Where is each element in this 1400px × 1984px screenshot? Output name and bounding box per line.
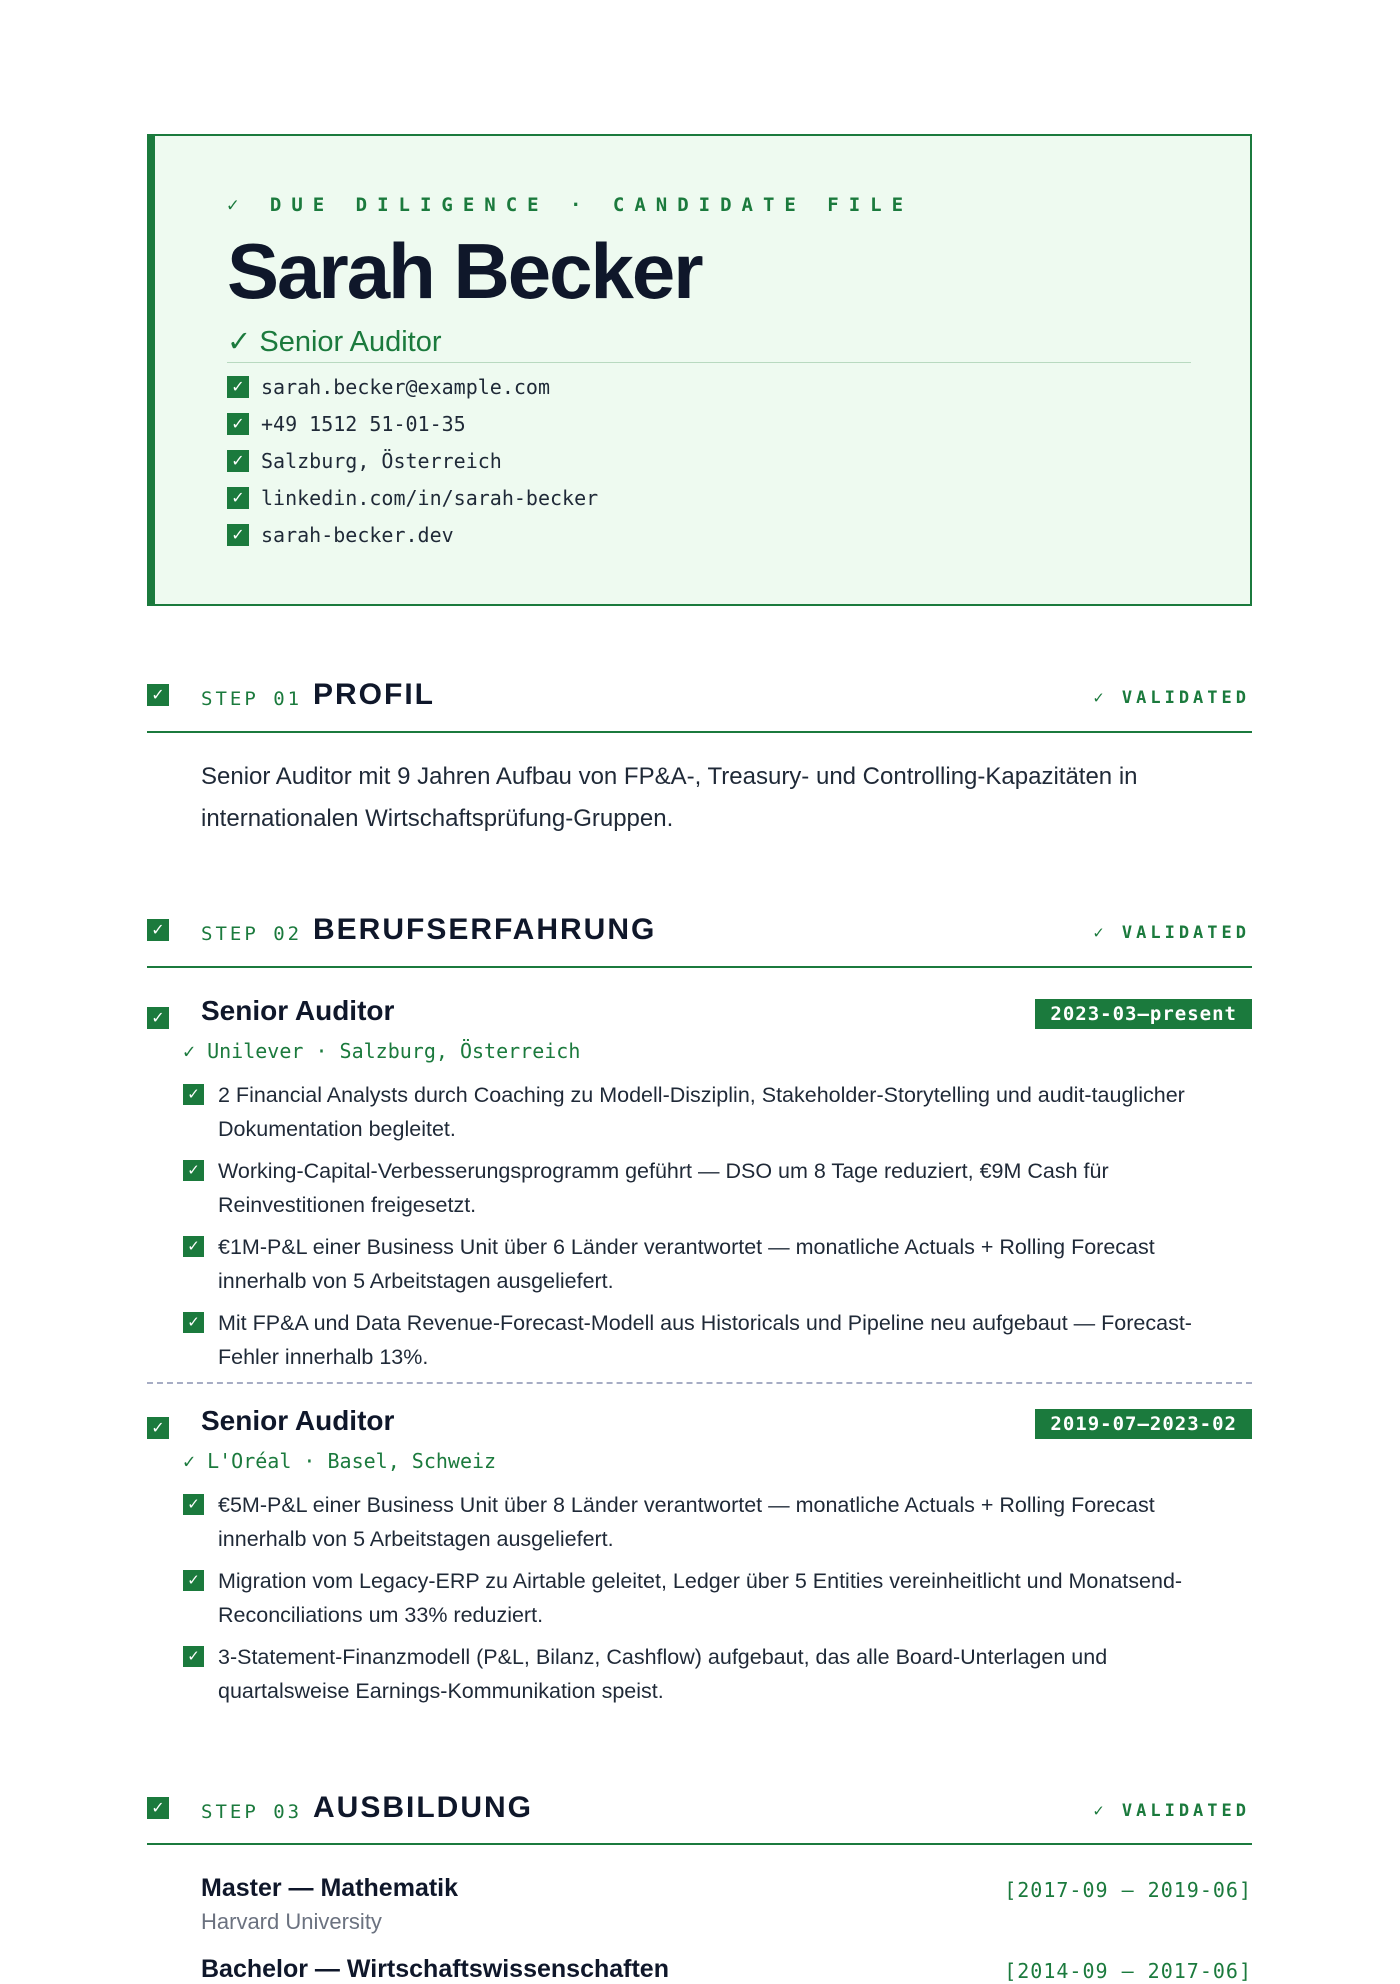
school-name: Harvard University bbox=[201, 1909, 382, 1934]
contact-linkedin-text: linkedin.com/in/sarah-becker bbox=[261, 485, 599, 510]
contact-website-text: sarah-becker.dev bbox=[261, 522, 454, 547]
job-company: ✓ L'Oréal · Basel, Schweiz bbox=[183, 1449, 497, 1473]
job-dates-badge: 2023-03—present bbox=[1035, 999, 1252, 1029]
job-title: Senior Auditor bbox=[201, 995, 395, 1026]
checkbox-icon: ✓ bbox=[147, 919, 169, 941]
bullet-text: Working-Capital-Verbesserungsprogramm geführt — DSO um 8 Tage reduziert, €9M Cash für Reinvestitionen freigesetzt. bbox=[218, 1159, 1109, 1217]
checkbox-icon: ✓ bbox=[227, 524, 249, 546]
section-rule bbox=[147, 1843, 1252, 1845]
checkbox-icon: ✓ bbox=[147, 684, 169, 706]
education-entry bbox=[201, 1874, 1252, 1935]
education-dates: [2014-09 – 2017-06] bbox=[1004, 1959, 1252, 1983]
job-bullets bbox=[183, 1488, 1243, 1716]
job-company: ✓ Unilever · Salzburg, Österreich bbox=[183, 1039, 581, 1063]
section-rule bbox=[147, 966, 1252, 968]
degree-title: Master — Mathematik bbox=[201, 1874, 459, 1902]
degree-title: Bachelor — Wirtschaftswissenschaften bbox=[201, 1955, 669, 1983]
section-header-education bbox=[147, 1788, 1252, 1828]
bullet-text: €1M-P&L einer Business Unit über 6 Länder verantwortet — monatliche Actuals + Rolling Forecast innerhalb von 5 Arbeitstagen ausgeliefert. bbox=[218, 1235, 1155, 1293]
job-entry bbox=[147, 1405, 1252, 1705]
checkbox-icon: ✓ bbox=[227, 450, 249, 472]
candidate-name: Sarah Becker bbox=[227, 227, 702, 315]
checkbox-icon: ✓ bbox=[227, 376, 249, 398]
bullet-text: Migration vom Legacy-ERP zu Airtable geleitet, Ledger über 5 Entities vereinheitlicht und Monatsend-Reconciliations um 33% reduziert. bbox=[218, 1569, 1183, 1627]
checkbox-icon: ✓ bbox=[147, 1417, 169, 1439]
section-header-profil bbox=[147, 675, 1252, 715]
checkbox-icon: ✓ bbox=[227, 487, 249, 509]
section-title: PROFIL bbox=[313, 678, 435, 711]
checkbox-icon: ✓ bbox=[227, 413, 249, 435]
contact-email-text: sarah.becker@example.com bbox=[261, 374, 550, 399]
section-title: BERUFSERFAHRUNG bbox=[313, 913, 657, 946]
contact-email[interactable] bbox=[227, 368, 598, 405]
section-step: STEP 02 bbox=[201, 923, 303, 945]
checkbox-icon: ✓ bbox=[147, 1797, 169, 1819]
checkbox-icon: ✓ bbox=[183, 1494, 204, 1515]
contact-location-text: Salzburg, Österreich bbox=[261, 448, 502, 473]
bullet-text: €5M-P&L einer Business Unit über 8 Länder verantwortet — monatliche Actuals + Rolling Forecast innerhalb von 5 Arbeitstagen ausgeliefert. bbox=[218, 1493, 1155, 1551]
header-divider bbox=[227, 362, 1191, 363]
job-dates-badge: 2019-07—2023-02 bbox=[1035, 1409, 1252, 1439]
file-eyebrow: ✓ DUE DILIGENCE · CANDIDATE FILE bbox=[227, 194, 914, 216]
checkbox-icon: ✓ bbox=[183, 1570, 204, 1591]
checkbox-icon: ✓ bbox=[183, 1236, 204, 1257]
contact-linkedin[interactable] bbox=[227, 479, 598, 516]
section-title: AUSBILDUNG bbox=[313, 1791, 533, 1824]
checkbox-icon: ✓ bbox=[147, 1007, 169, 1029]
list-item bbox=[183, 1564, 1243, 1632]
list-item bbox=[183, 1078, 1243, 1146]
checkbox-icon: ✓ bbox=[183, 1312, 204, 1333]
candidate-header-card bbox=[147, 134, 1252, 606]
list-item bbox=[183, 1306, 1243, 1374]
section-step: STEP 03 bbox=[201, 1801, 303, 1823]
bullet-text: 3-Statement-Finanzmodell (P&L, Bilanz, Cashflow) aufgebaut, das alle Board-Unterlagen und quartalsweise Earnings-Kommunikation speist. bbox=[218, 1645, 1108, 1703]
list-item bbox=[183, 1488, 1243, 1556]
contact-list bbox=[227, 368, 598, 553]
section-status: ✓ VALIDATED bbox=[1093, 688, 1250, 708]
job-divider bbox=[147, 1382, 1252, 1384]
list-item bbox=[183, 1640, 1243, 1708]
profile-summary: Senior Auditor mit 9 Jahren Aufbau von FP&A-, Treasury- und Controlling-Kapazitäten in internationalen Wirtschaftsprüfung-Gruppen. bbox=[201, 763, 1138, 832]
education-dates: [2017-09 – 2019-06] bbox=[1004, 1878, 1252, 1902]
checkbox-icon: ✓ bbox=[183, 1084, 204, 1105]
contact-location bbox=[227, 442, 598, 479]
candidate-role: ✓ Senior Auditor bbox=[227, 326, 442, 358]
section-status: ✓ VALIDATED bbox=[1093, 1801, 1250, 1821]
checkbox-icon: ✓ bbox=[183, 1646, 204, 1667]
list-item bbox=[183, 1154, 1243, 1222]
job-entry bbox=[147, 995, 1252, 1369]
list-item bbox=[183, 1230, 1243, 1298]
section-header-experience bbox=[147, 910, 1252, 950]
bullet-text: Mit FP&A und Data Revenue-Forecast-Modell aus Historicals und Pipeline neu aufgebaut — Forecast-Fehler innerhalb 13%. bbox=[218, 1311, 1192, 1369]
section-step: STEP 01 bbox=[201, 688, 303, 710]
contact-phone-text: +49 1512 51-01-35 bbox=[261, 411, 466, 436]
bullet-text: 2 Financial Analysts durch Coaching zu Modell-Disziplin, Stakeholder-Storytelling und audit-tauglicher Dokumentation begleitet. bbox=[218, 1083, 1185, 1141]
contact-website[interactable] bbox=[227, 516, 598, 553]
job-title: Senior Auditor bbox=[201, 1405, 395, 1436]
section-rule bbox=[147, 731, 1252, 733]
contact-phone[interactable] bbox=[227, 405, 598, 442]
job-bullets bbox=[183, 1078, 1243, 1382]
checkbox-icon: ✓ bbox=[183, 1160, 204, 1181]
section-status: ✓ VALIDATED bbox=[1093, 923, 1250, 943]
